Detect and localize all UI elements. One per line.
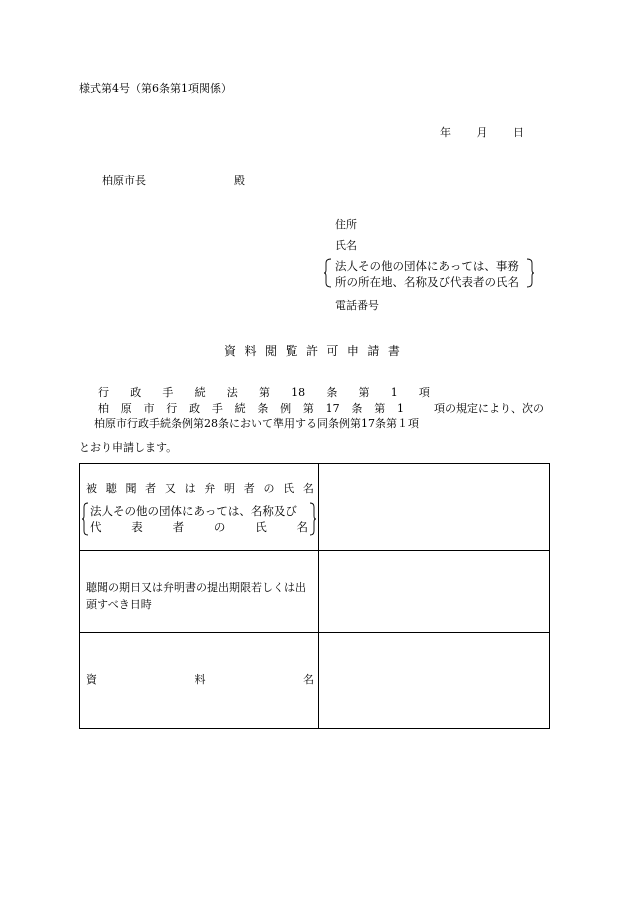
row1-label-char: 弁 — [204, 482, 216, 495]
law2-token: 条 — [257, 402, 269, 415]
row1-label-char: 又 — [164, 482, 176, 495]
law1-token: 手 — [162, 386, 174, 399]
law2-token: 条 — [351, 402, 363, 415]
table-row-divider — [80, 632, 549, 633]
date-month-label: 月 — [476, 126, 488, 139]
row1-note-char: 者 — [172, 520, 185, 534]
row1-note-char: 名 — [296, 520, 308, 534]
row2-value-field[interactable] — [320, 552, 548, 631]
date-day-label: 日 — [513, 126, 524, 139]
left-bracket-icon — [82, 502, 89, 536]
law1-token: 第 — [358, 386, 370, 399]
law1-token: 法 — [226, 386, 238, 399]
applicant-note-line1: 法人その他の団体にあっては、事務 — [335, 259, 519, 273]
title-char: 可 — [326, 344, 339, 358]
row1-label-char: 名 — [302, 482, 314, 495]
row3-label — [86, 674, 314, 685]
row1-note-char: の — [213, 520, 226, 534]
addressee — [102, 175, 245, 186]
row3-value-field[interactable] — [320, 634, 548, 728]
row1-label-char: 聴 — [105, 482, 117, 495]
law1-token: 行 — [98, 386, 109, 399]
table-column-divider — [318, 464, 319, 728]
document-title — [224, 345, 400, 357]
row3-label-char: 名 — [303, 673, 314, 686]
law-reference-line2 — [98, 403, 544, 414]
title-char: 申 — [346, 344, 359, 358]
row1-label-char: は — [184, 482, 196, 495]
law2-token: 続 — [234, 402, 246, 415]
applicant-note — [324, 258, 534, 288]
law2-token: 1 — [396, 402, 404, 415]
title-char: 閲 — [264, 344, 277, 358]
row1-note-line2 — [90, 519, 308, 535]
law2-token: 17 — [325, 402, 340, 415]
law2-token: 手 — [211, 402, 223, 415]
row1-label-char: 被 — [86, 482, 97, 495]
row1-label-char: 明 — [224, 482, 236, 495]
row1-label-char: 氏 — [283, 482, 295, 495]
row1-label — [86, 483, 314, 494]
row1-label-char: の — [263, 482, 275, 495]
row1-value-field[interactable] — [320, 465, 548, 549]
law2-token: 第 — [302, 402, 314, 415]
title-char: 資 — [224, 344, 237, 358]
left-bracket-icon — [324, 258, 332, 288]
law1-token: 第 — [258, 386, 270, 399]
law1-token: 項 — [418, 386, 430, 399]
applicant-address-label: 住所 — [335, 218, 357, 231]
row1-note-char: 代 — [90, 520, 102, 534]
law-reference-line1 — [98, 387, 430, 398]
row1-label-char: 者 — [243, 482, 255, 495]
date-fields — [440, 127, 524, 138]
applicant-name-label: 氏名 — [335, 239, 357, 252]
law2-token: 市 — [143, 402, 155, 415]
applicant-note-text — [335, 258, 519, 290]
applicant-note-line2: 所の所在地、名称及び代表者の氏名 — [335, 275, 519, 289]
row1-note-text — [90, 503, 308, 535]
application-table — [79, 463, 550, 729]
law1-token: 18 — [291, 386, 306, 399]
form-number: 様式第4号（第6条第1項関係） — [79, 82, 232, 95]
law2-tail: 項の規定により、次の — [434, 402, 544, 415]
applicant-phone-label: 電話番号 — [335, 299, 379, 312]
title-char: 料 — [244, 344, 257, 358]
date-year-label: 年 — [440, 126, 451, 139]
row1-note-char: 表 — [131, 520, 143, 534]
title-char: 許 — [305, 344, 318, 358]
row1-note-line1: 法人その他の団体にあっては、名称及び — [90, 504, 297, 518]
right-bracket-icon — [309, 502, 316, 536]
table-row-divider — [80, 550, 549, 551]
law1-token: 続 — [194, 386, 206, 399]
law2-token: 柏 — [98, 402, 109, 415]
row3-label-char: 料 — [194, 673, 206, 686]
closing-sentence: とおり申請します。 — [79, 441, 178, 454]
law1-token: 政 — [130, 386, 142, 399]
law2-parts — [98, 403, 404, 414]
law1-token: 1 — [390, 386, 398, 399]
title-char: 覧 — [285, 344, 298, 358]
row1-note-char: 氏 — [255, 520, 267, 534]
law2-token: 原 — [120, 402, 132, 415]
addressee-name: 柏原市長 — [102, 174, 146, 187]
row3-label-char: 資 — [86, 673, 97, 686]
law1-token: 条 — [326, 386, 338, 399]
addressee-honorific: 殿 — [234, 174, 245, 187]
row2-label: 聴聞の期日又は弁明書の提出期限若しくは出頭すべき日時 — [86, 581, 306, 611]
law2-token: 政 — [189, 402, 201, 415]
row1-note — [82, 502, 316, 536]
law2-token: 例 — [280, 402, 292, 415]
title-char: 請 — [367, 344, 380, 358]
title-char: 書 — [387, 344, 400, 358]
law2-token: 行 — [166, 402, 178, 415]
law2-token: 第 — [374, 402, 386, 415]
row1-label-char: 者 — [145, 482, 157, 495]
row1-label-char: 聞 — [125, 482, 137, 495]
law-reference-line3: 柏原市行政手続条例第28条において準用する同条例第17条第１項 — [94, 417, 419, 430]
right-bracket-icon — [526, 258, 534, 288]
